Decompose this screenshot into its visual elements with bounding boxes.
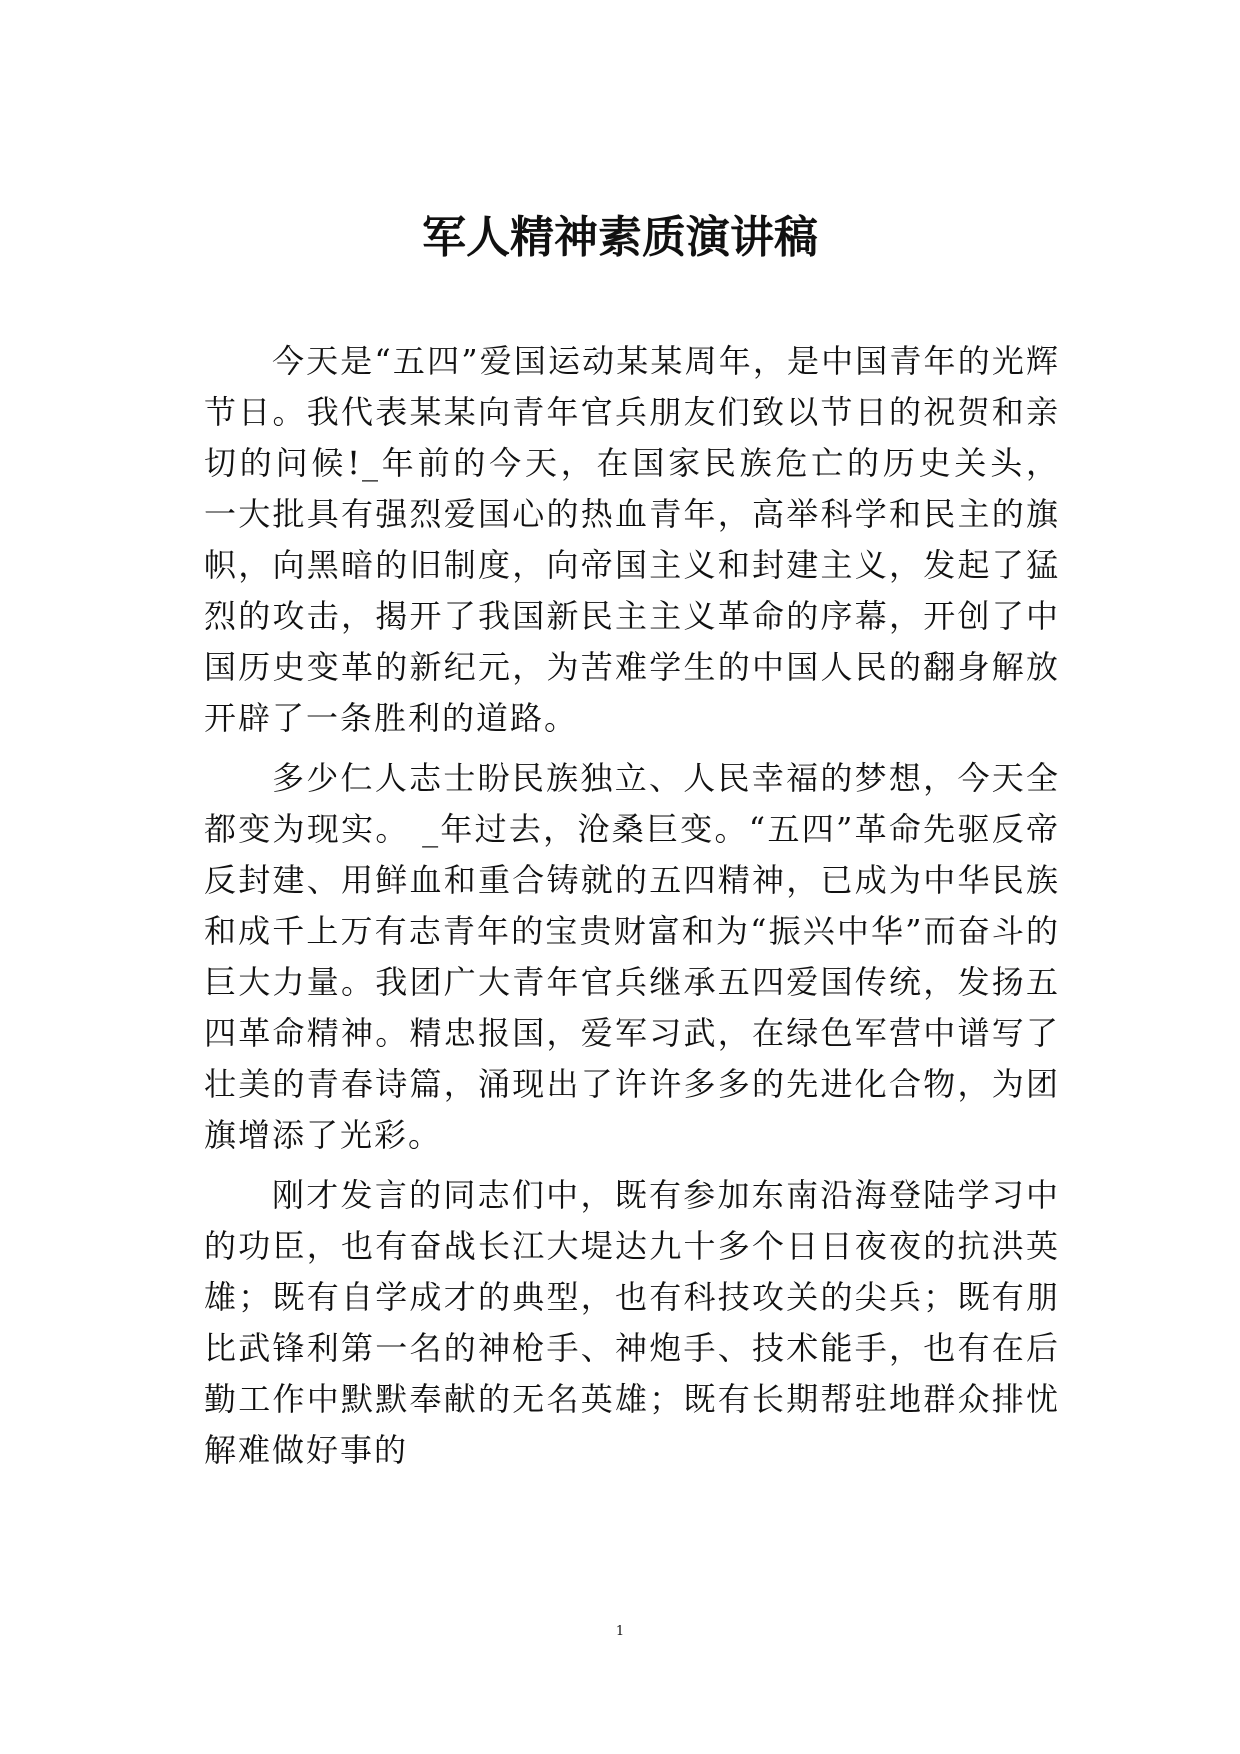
paragraph: 刚才发言的同志们中，既有参加东南沿海登陆学习中的功臣，也有奋战长江大堤达九十多个日日夜夜的抗洪英雄；既有自学成才的典型，也有科技攻关的尖兵；既有朋比武锋利第一名的神枪手、神炮手、技术能手，也有在后勤工作中默默奉献的无名英雄；既有长期帮驻地群众排忧解难做好事的 [204, 1176, 1060, 1469]
page-number: 1 [615, 1624, 625, 1639]
document-body [204, 336, 1060, 1485]
paragraph: 今天是“五四”爱国运动某某周年，是中国青年的光辉节日。我代表某某向青年官兵朋友们致以节日的祝贺和亲切的问候!_年前的今天，在国家民族危亡的历史关头， 一大批具有强烈爱国心的热血青年，高举科学和民主的旗帜，向黑暗的旧制度，向帝国主义和封建主义，发起了猛烈的攻击，揭开了我国新民主主义革命的序幕，开创了中国历史变革的新纪元，为苦难学生的中国人民的翻身解放开辟了一条胜利的道路。 [204, 342, 1060, 737]
document-title: 军人精神素质演讲稿 [422, 212, 818, 263]
paragraph: 多少仁人志士盼民族独立、人民幸福的梦想，今天全都变为现实。 _年过去，沧桑巨变。“五四”革命先驱反帝反封建、用鲜血和重合铸就的五四精神，已成为中华民族和成千上万有志青年的宝贵财富和为“振兴中华”而奋斗的巨大力量。我团广大青年官兵继承五四爱国传统，发扬五四革命精神。精忠报国，爱军习武，在绿色军营中谱写了壮美的青春诗篇，涌现出了许许多多的先进化合物，为团旗增添了光彩。 [204, 759, 1060, 1154]
